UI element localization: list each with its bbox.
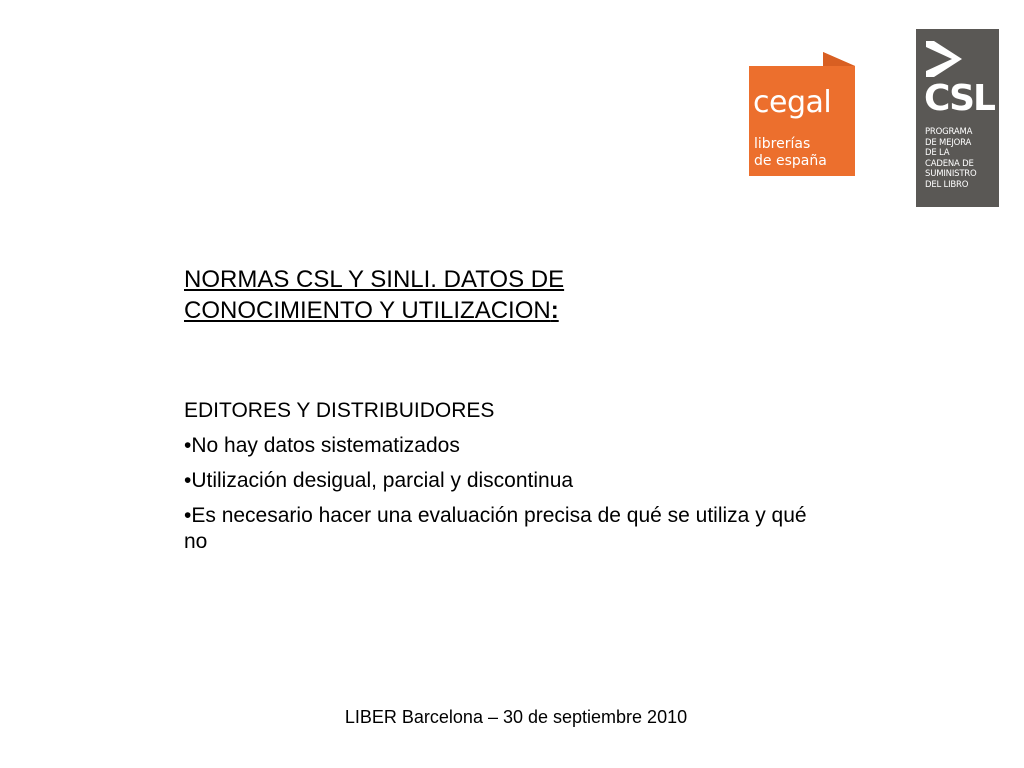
slide-body xyxy=(184,398,824,564)
cegal-tagline-line: de españa xyxy=(754,153,827,169)
slide-footer: LIBER Barcelona – 30 de septiembre 2010 xyxy=(344,707,688,727)
csl-description-line: SUMINISTRO xyxy=(925,169,977,179)
cegal-tagline-line: librerías xyxy=(754,136,811,152)
csl-description-line: DE MEJORA xyxy=(925,137,972,148)
chevron-right-icon xyxy=(924,41,964,77)
csl-wordmark: CSL xyxy=(924,78,994,119)
csl-description-line: PROGRAMA xyxy=(925,127,973,137)
csl-description-line: CADENA DE xyxy=(925,158,974,169)
bullet-item: •Utilización desigual, parcial y discontinua xyxy=(184,469,574,492)
bullet-item: •Es necesario hacer una evaluación precisa de qué se utiliza y qué no xyxy=(184,504,807,553)
cegal-logo xyxy=(749,52,855,176)
bullet-item: •No hay datos sistematizados xyxy=(184,434,460,457)
slide-title-line: NORMAS CSL Y SINLI. DATOS DE xyxy=(184,266,565,293)
slide-title-text: CONOCIMIENTO Y UTILIZACION xyxy=(184,297,551,324)
slide-title xyxy=(184,264,704,326)
csl-description xyxy=(925,127,977,190)
csl-description-line: DE LA xyxy=(925,148,950,158)
slide-subheading: EDITORES Y DISTRIBUIDORES xyxy=(184,399,495,422)
csl-logo xyxy=(916,29,999,207)
slide-title-line xyxy=(184,295,704,326)
csl-description-line: DEL LIBRO xyxy=(925,179,969,190)
bullet-list xyxy=(184,433,824,555)
cegal-tagline xyxy=(754,136,827,170)
cegal-wordmark: cegal xyxy=(753,85,832,120)
slide-title-colon: : xyxy=(550,297,559,324)
